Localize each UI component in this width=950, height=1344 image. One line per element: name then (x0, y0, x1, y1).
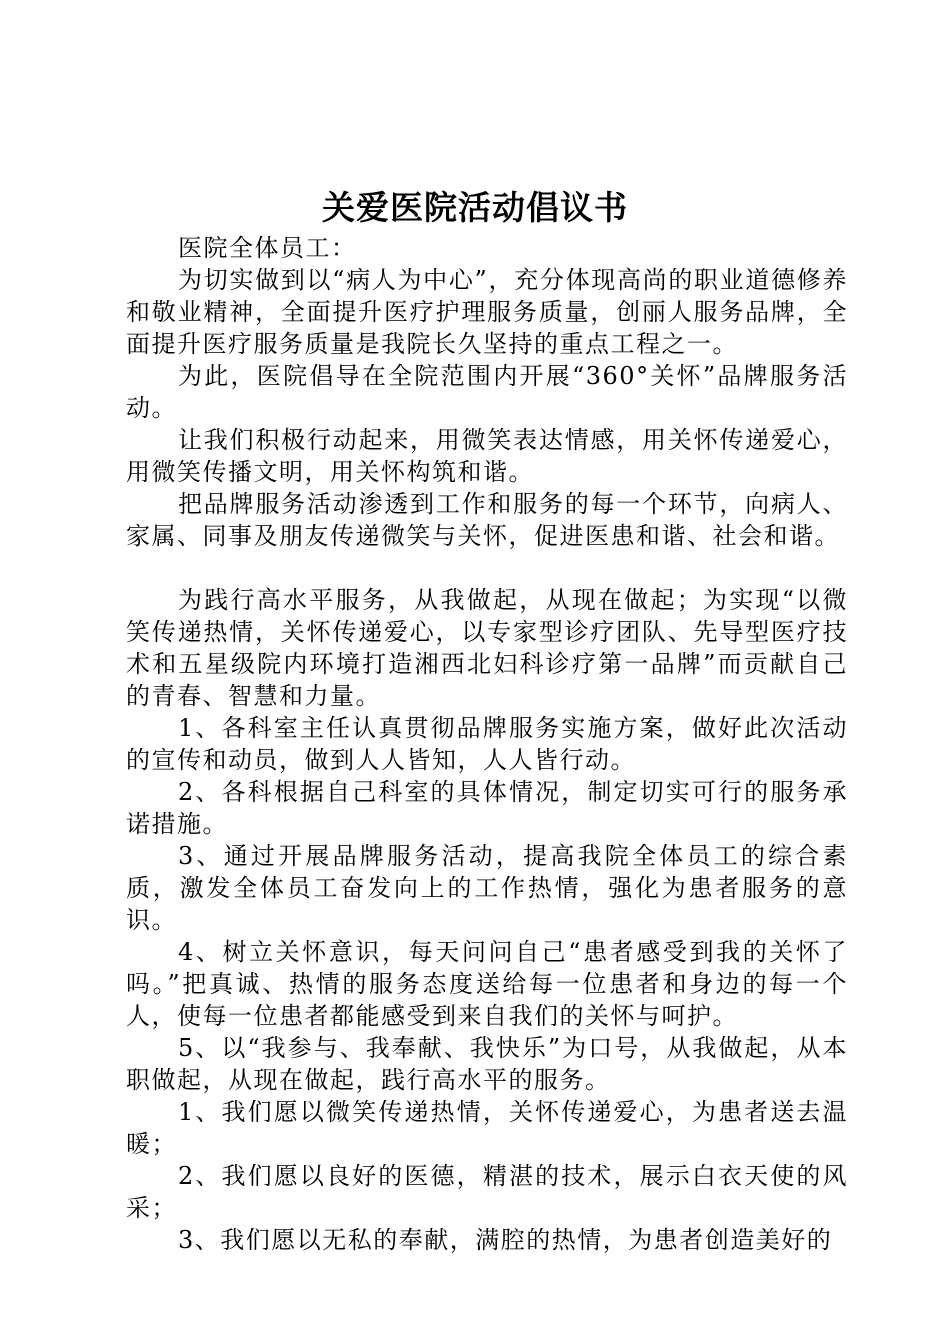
list-item: 1、各科室主任认真贯彻品牌服务实施方案，做好此次活动的宣传和动员，做到人人皆知，人人皆行动。 (126, 714, 848, 774)
list-item: 2、各科根据自己科室的具体情况，制定切实可行的服务承诺措施。 (126, 778, 848, 838)
salutation: 医院全体员工： (178, 234, 357, 262)
paragraph: 让我们积极行动起来，用微笑表达情感，用关怀传递爱心，用微笑传播文明，用关怀构筑和谐。 (126, 426, 848, 486)
list-item: 4、树立关怀意识，每天问问自己“患者感受到我的关怀了吗。”把真诚、热情的服务态度送给每一位患者和身边的每一个人，使每一位患者都能感受到来自我们的关怀与呵护。 (126, 938, 848, 1030)
list-item: 1、我们愿以微笑传递热情，关怀传递爱心，为患者送去温暖； (126, 1098, 848, 1158)
document-title: 关爱医院活动倡议书 (322, 188, 628, 227)
paragraph: 把品牌服务活动渗透到工作和服务的每一个环节，向病人、家属、同事及朋友传递微笑与关怀，促进医患和谐、社会和谐。 (126, 490, 848, 550)
paragraph: 为践行高水平服务，从我做起，从现在做起；为实现“以微笑传递热情，关怀传递爱心，以专家型诊疗团队、先导型医疗技术和五星级院内环境打造湘西北妇科诊疗第一品牌”而贡献自己的青春、智慧和力量。 (126, 586, 848, 710)
paragraph: 为此，医院倡导在全院范围内开展“360°关怀”品牌服务活动。 (126, 362, 848, 422)
list-item: 3、通过开展品牌服务活动，提高我院全体员工的综合素质，激发全体员工奋发向上的工作热情，强化为患者服务的意识。 (126, 842, 848, 934)
list-item: 2、我们愿以良好的医德，精湛的技术，展示白衣天使的风采； (126, 1162, 848, 1222)
list-item: 3、我们愿以无私的奉献，满腔的热情，为患者创造美好的 (178, 1226, 833, 1254)
list-item: 5、以“我参与、我奉献、我快乐”为口号，从我做起，从本职做起，从现在做起，践行高水平的服务。 (126, 1034, 848, 1094)
document-body (126, 232, 848, 1256)
paragraph: 为切实做到以“病人为中心”，充分体现高尚的职业道德修养和敬业精神，全面提升医疗护理服务质量，创丽人服务品牌，全面提升医疗服务质量是我院长久坚持的重点工程之一。 (126, 266, 848, 358)
